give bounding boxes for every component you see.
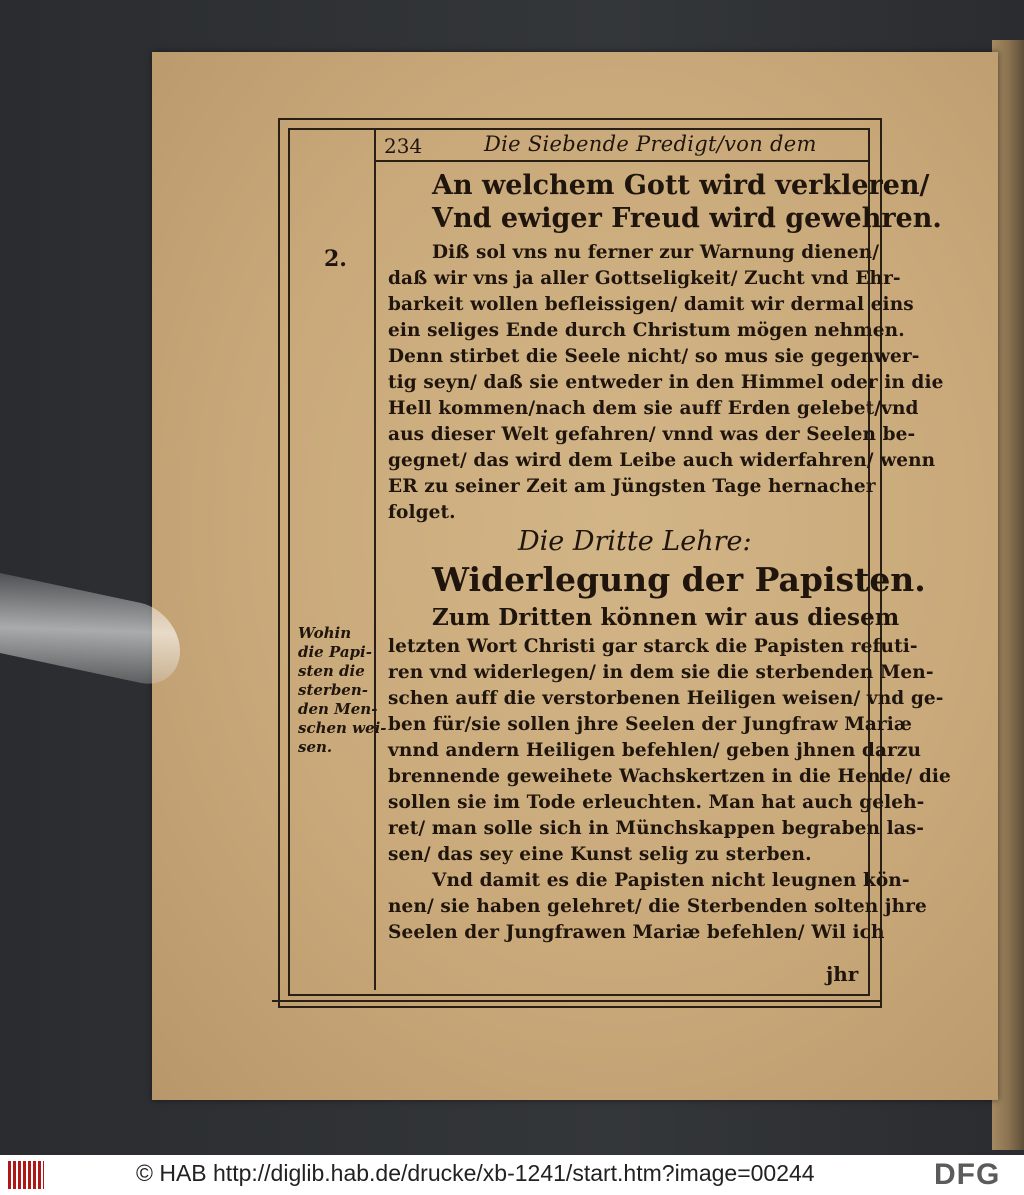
body-line: sen/ das sey eine Kunst selig zu sterben. [388, 844, 812, 865]
hab-logo-icon [8, 1161, 44, 1189]
body-line: Vnd damit es die Papisten nicht leugnen kön- [432, 870, 910, 891]
margin-note-line: die Papi- [298, 643, 372, 661]
margin-note-line: sen. [298, 738, 333, 756]
body-line: aus dieser Welt gefahren/ vnnd was der Seelen be- [388, 424, 916, 445]
body-line: Seelen der Jungfrawen Mariæ befehlen/ Wil ich [388, 922, 885, 943]
footer-source-link[interactable]: © HAB http://diglib.hab.de/drucke/xb-1241/start.htm?image=00244 [136, 1160, 815, 1186]
body-line: gegnet/ das wird dem Leibe auch widerfahren/ wenn [388, 450, 936, 471]
body-line: ren vnd widerlegen/ in dem sie die sterbenden Men- [388, 662, 934, 683]
head-rule [376, 160, 868, 162]
body-line: Denn stirbet die Seele nicht/ so mus sie gegenwer- [388, 346, 920, 367]
verse-line: Vnd ewiger Freud wird gewehren. [432, 203, 942, 234]
body-line: tig seyn/ daß sie entweder in den Himmel oder in die [388, 372, 944, 393]
bottom-rule [272, 1000, 882, 1002]
body-line: nen/ sie haben gelehret/ die Sterbenden solten jhre [388, 896, 927, 917]
section-title: Widerlegung der Papisten. [432, 560, 926, 599]
margin-note-line: schen wei- [298, 719, 387, 737]
body-line: ein seliges Ende durch Christum mögen nehmen. [388, 320, 905, 341]
catchword: jhr [826, 962, 859, 986]
body-line: ret/ man solle sich in Münchskappen begraben las- [388, 818, 925, 839]
margin-note-line: Wohin [298, 624, 352, 642]
body-line: schen auff die verstorbenen Heiligen weisen/ vnd ge- [388, 688, 944, 709]
body-line: letzten Wort Christi gar starck die Papisten refuti- [388, 636, 918, 657]
margin-divider [374, 130, 376, 990]
body-line: daß wir vns ja aller Gottseligkeit/ Zucht vnd Ehr- [388, 268, 901, 289]
running-head: Die Siebende Predigt/von dem [484, 132, 817, 156]
verse-line: An welchem Gott wird verkleren/ [432, 170, 930, 201]
body-line: Zum Dritten können wir aus diesem [432, 604, 900, 631]
body-line: Hell kommen/nach dem sie auff Erden gelebet/vnd [388, 398, 919, 419]
dfg-logo: DFG [934, 1158, 1001, 1191]
section-heading: Die Dritte Lehre: [518, 526, 752, 557]
body-line: ben für/sie sollen jhre Seelen der Jungfraw Mariæ [388, 714, 913, 735]
body-line: barkeit wollen befleissigen/ damit wir dermal eins [388, 294, 914, 315]
page-number: 234 [384, 134, 423, 158]
body-line: brennende geweihete Wachskertzen in die Hende/ die [388, 766, 951, 787]
margin-note-line: sterben- [298, 681, 368, 699]
body-line: sollen sie im Tode erleuchten. Man hat auch geleh- [388, 792, 925, 813]
margin-note-line: sten die [298, 662, 365, 680]
body-line: Diß sol vns nu ferner zur Warnung dienen/ [432, 242, 880, 263]
body-line: ER zu seiner Zeit am Jüngsten Tage hernacher [388, 476, 876, 497]
body-line: vnnd andern Heiligen befehlen/ geben jhnen darzu [388, 740, 922, 761]
margin-note-line: den Men- [298, 700, 378, 718]
margin-number: 2. [324, 246, 347, 272]
body-line: folget. [388, 502, 456, 523]
